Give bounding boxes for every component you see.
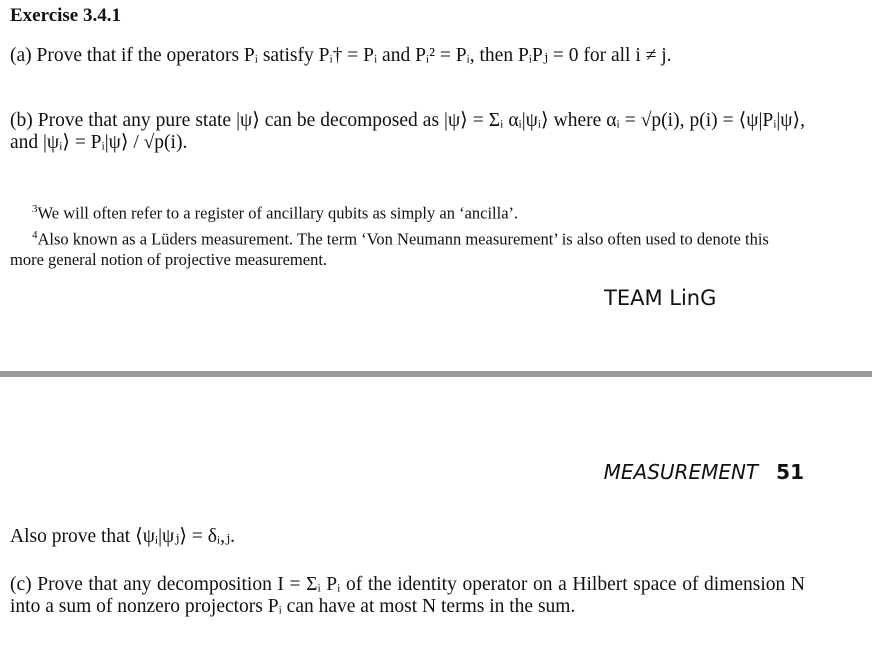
- footnote-4: [10, 225, 805, 270]
- watermark-text: TEAM LinG: [604, 286, 717, 310]
- page-number: 51: [776, 460, 804, 484]
- exercise-part-a: (a) Prove that if the operators Pᵢ satisfy Pᵢ† = Pᵢ and Pᵢ² = Pᵢ, then PᵢPⱼ = 0 for all i ≠ j.: [10, 45, 672, 66]
- page-divider: [0, 371, 872, 377]
- exercise-part-b: (b) Prove that any pure state |ψ⟩ can be decomposed as |ψ⟩ = Σᵢ αᵢ|ψᵢ⟩ where αᵢ = √p(i), p(i) = ⟨ψ|Pᵢ|ψ⟩, and |ψᵢ⟩ = Pᵢ|ψ⟩ / √p(i).: [10, 110, 805, 153]
- footnote-3-mark: 3: [32, 203, 38, 215]
- footnote-4-mark: 4: [32, 229, 38, 241]
- running-head: [604, 460, 804, 484]
- exercise-title: Exercise 3.4.1: [10, 5, 121, 26]
- exercise-part-c: (c) Prove that any decomposition I = Σᵢ Pᵢ of the identity operator on a Hilbert space of dimension N into a sum of nonzero projectors Pᵢ can have at most N terms in the sum.: [10, 574, 805, 617]
- footnote-3-text: We will often refer to a register of ancillary qubits as simply an ‘ancilla’.: [37, 203, 519, 223]
- footnote-3: [10, 199, 805, 224]
- also-prove-line: Also prove that ⟨ψᵢ|ψⱼ⟩ = δᵢ,ⱼ.: [10, 526, 236, 547]
- footnote-4-text: Also known as a Lüders measurement. The term ‘Von Neumann measurement’ is also often used to denote this more general notion of projective measurement.: [10, 229, 769, 269]
- running-head-title: MEASUREMENT: [603, 460, 759, 484]
